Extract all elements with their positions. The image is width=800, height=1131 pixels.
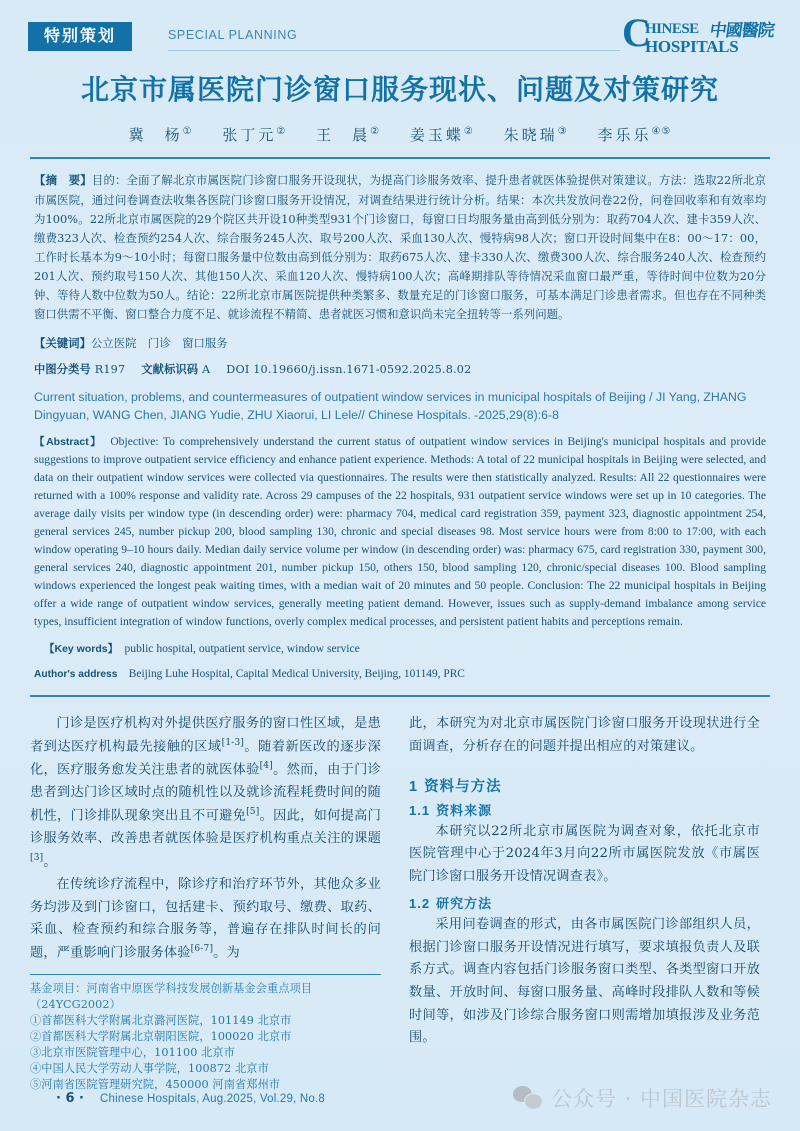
author-address-text: Beijing Luhe Hospital, Capital Medical University, Beijing, 101149, PRC <box>128 668 465 681</box>
section-title: 资料与方法 <box>424 778 502 795</box>
chinese-keywords <box>34 335 766 351</box>
page-number: · 6 · <box>56 1091 84 1106</box>
section-heading-1-2 <box>409 893 760 912</box>
citation-ref: [1-3] <box>221 738 245 749</box>
citation-ref: [6-7] <box>190 943 214 954</box>
english-abstract-text: Objective: To comprehensively understand the current status of outpatient window services in Beijing's municipal hospitals and provide suggestions to improve outpatient service efficiency and enhance patient experience. Methods: A total of 22 municipal hospitals in Beijing were selected, and data on their outpatient window services were collected via questionnaires. The results were then statistically analyzed. Results: All 22 questionnaires were returned with a 100% response and validity rate. Across 29 campuses of the 22 hospitals, 931 outpatient service windows were set up in 10 categories. The average daily visits per window type (in descending order) were: pharmacy 704, medical card registration 359, payment 323, diagnostic appointment 254, general services 245, number pickup 200, blood sampling 130, chronic and special diseases 98. Most service hours were from 8:00 to 17:00, with each window operating 9–10 hours daily. Median daily service volume per window (in descending order) was: pharmacy 675, card registration 330, payment 300, general services 240, diagnostic appointment 201, number pickup 150, others 150, blood sampling 120, chronic/special diseases 100. Blood sampling windows experienced the longest peak waiting times, with a median wait of 20 minutes and 50 people. Conclusion: The 22 municipal hospitals in Beijing offer a wide range of outpatient window services, generally meeting patient demand. However, issues such as supply-demand imbalance among service types, insufficient integration of window functions, overly complex medical processes, and persistent patient habits and perceptions remain. <box>34 434 766 629</box>
author-address <box>34 665 766 681</box>
author-name: 张丁元 <box>222 126 277 145</box>
cls-value: R197 <box>94 362 126 376</box>
doc-code-value: A <box>202 362 211 376</box>
citation-ref: [3] <box>30 852 44 863</box>
english-abstract <box>34 433 766 632</box>
page-footer <box>0 1077 800 1131</box>
author-affiliation-marker: ② <box>370 126 381 138</box>
author-address-label: Author's address <box>34 669 118 681</box>
author-entry <box>504 124 568 145</box>
section-title: 资料来源 <box>436 803 493 819</box>
masthead-divider <box>168 50 620 51</box>
wechat-watermark <box>513 1083 772 1113</box>
author-affiliation-marker: ② <box>463 126 474 138</box>
chinese-abstract-text: 目的：全面了解北京市属医院门诊窗口服务开设现状，为提高门诊服务效率、提升患者就医体验提供对策建议。方法：选取22所北京市属医院，通过问卷调查法收集各医院门诊窗口服务开设情况，对调查结果进行统计分析。结果：本次共发放问卷22份，问卷回收率和有效率均为100%。22所北京市属医院的29个院区共开设10种类型931个门诊窗口，每窗口日均服务量由高到低分别为：取药704人次、建卡359人次、缴费323人次、检查预约254人次、综合服务245人次、取号200人次、采血130人次、慢特病98人次；窗口开设时间集中在8：00～17：00，工作时长基本为9～10小时；每窗口服务量中位数由高到低分别为：取药675人次、建卡330人次、缴费300人次、综合服务240人次、检查预约201人次、预约取号150人次、其他150人次、采血120人次、慢特病100人次；高峰期排队等待情况采血窗口最严重，等待时间中位数为20分钟、等待人数中位数为50人。结论：22所北京市属医院提供种类繁多、数量充足的门诊窗口服务，可基本满足门诊患者需求。但也存在不同种类窗口供需不平衡、窗口整合力度不足、就诊流程不精简、患者就医习惯和意识尚未完全扭转等一系列问题。 <box>34 173 766 322</box>
author-name: 朱晓瑞 <box>503 126 558 145</box>
section-number: 1 <box>409 778 419 795</box>
affiliation-item: ③北京市医院管理中心，101100 北京市 <box>30 1045 235 1059</box>
paragraph-intro-1 <box>30 713 381 873</box>
body-columns <box>30 713 770 1092</box>
author-entry <box>129 124 193 145</box>
english-title-citation: Current situation, problems, and countermeasures of outpatient window services in municipal hospitals of Beijing / JI Yang, ZHANG Dingyuan, WANG Chen, JIANG Yudie, ZHU Xiaorui, LI Lele// Chinese Hospitals. -2025,29(8):6-8 <box>34 389 747 423</box>
english-keywords <box>44 640 766 656</box>
chinese-abstract-label: 【摘 要】 <box>34 173 92 188</box>
chinese-keywords-label: 【关键词】 <box>34 335 91 350</box>
paragraph-text: 。为 <box>213 945 240 961</box>
rubric-badge-cn: 特别策划 <box>28 22 132 51</box>
doc-code-label: 文献标识码 <box>141 361 199 376</box>
english-abstract-label: 【Abstract】 <box>34 435 98 448</box>
doi-value: 10.19660/j.issn.1671-0592.2025.8.02 <box>253 362 472 376</box>
section-heading-1 <box>409 775 760 796</box>
right-column <box>409 713 760 1092</box>
english-keywords-text: public hospital, outpatient service, window service <box>124 642 360 656</box>
author-entry <box>222 124 286 145</box>
paragraph-text: 。因此，如何提高门诊服务效率、改善患者就医体验是医疗机构重点关注的课题 <box>30 808 381 847</box>
chinese-hospitals-logo <box>622 10 776 57</box>
affiliation-item: ④中国人民大学劳动人事学院，100872 北京市 <box>30 1061 269 1075</box>
journal-citation-footer: Chinese Hospitals, Aug.2025, Vol.29, No.8 <box>100 1093 325 1105</box>
section-number: 1.2 <box>409 895 431 911</box>
affiliation-item: ①首都医科大学附属北京潞河医院，101149 北京市 <box>30 1013 292 1027</box>
doi-label: DOI <box>226 362 250 376</box>
masthead <box>0 0 800 62</box>
author-name: 冀 杨 <box>128 126 183 145</box>
paragraph-intro-continued: 此，本研究为对北京市属医院门诊窗口服务开设现状进行全面调查，分析存在的问题并提出相应的对策建议。 <box>409 716 760 755</box>
logo-word-chinese-cn: 中國醫院 <box>708 21 776 41</box>
citation-ref: [4] <box>259 761 273 772</box>
article-title: 北京市属医院门诊窗口服务现状、问题及对策研究 <box>80 73 719 106</box>
left-column <box>30 713 381 1092</box>
logo-word-hospitals: HOSPITALS <box>645 37 739 56</box>
paragraph-text: 。然而，由于门诊患者到达门诊区域时点的随机性以及就诊流程耗费时间的随机性，门诊排队现象突出且不可避免 <box>30 762 381 824</box>
author-name: 李乐乐 <box>597 126 652 145</box>
author-affiliation-marker: ④⑤ <box>651 126 672 138</box>
english-keywords-label: 【Key words】 <box>44 643 113 656</box>
author-entry <box>316 124 380 145</box>
footnote-block <box>30 974 381 1092</box>
rubric-label-en: SPECIAL PLANNING <box>168 28 298 42</box>
section-number: 1.1 <box>409 802 431 818</box>
paragraph-text: 门诊是医疗机构对外提供医疗服务的窗口性区域，是患者到达医疗机构最先接触的区域 <box>30 716 381 755</box>
paragraph-data-source: 本研究以22所北京市属医院为调查对象，依托北京市医院管理中心于2024年3月向22所市属医院发放《市属医院门诊窗口服务开设情况调查表》。 <box>409 823 760 885</box>
paragraph-methods: 采用问卷调查的形式，由各市属医院门诊部组织人员，根据门诊窗口服务开设情况进行填写，要求填报负责人及联系方式。调查内容包括门诊服务窗口类型、各类型窗口开放数量、开放时间、每窗口服务量、高峰时段排队人数和等候时间等，如涉及门诊综合服务窗口则需增加填报涉及业务范围。 <box>409 916 760 1046</box>
cls-label: 中图分类号 <box>34 361 91 376</box>
fund-project-note: 基金项目：河南省中原医学科技发展创新基金会重点项目（24YCG2002） <box>30 982 313 1011</box>
author-entry <box>597 124 671 145</box>
author-affiliation-marker: ① <box>182 126 193 138</box>
author-name: 王 晨 <box>316 126 371 145</box>
wechat-label: 公众号 · 中国医院杂志 <box>550 1087 772 1111</box>
logo-word-chinese: HINESE <box>645 21 699 37</box>
author-name: 姜玉蝶 <box>409 126 464 145</box>
logo-letter-c: C <box>622 10 651 55</box>
author-entry <box>410 124 474 145</box>
section-heading-1-1 <box>409 800 760 819</box>
chinese-keywords-text: 公立医院 门诊 窗口服务 <box>90 335 228 350</box>
chinese-abstract <box>34 171 766 324</box>
paragraph-intro-2 <box>30 874 381 965</box>
affiliation-item: ⑤河南省医院管理研究院，450000 河南省郑州市 <box>30 1077 281 1091</box>
classification-line <box>34 361 766 377</box>
abstract-block <box>30 157 770 697</box>
section-title: 研究方法 <box>436 896 493 912</box>
author-list <box>0 124 800 145</box>
author-affiliation-marker: ③ <box>557 126 568 138</box>
wechat-icon <box>513 1085 543 1111</box>
paragraph-text: 。随着新医改的逐步深化，医疗服务愈发关注患者的就医体验 <box>30 739 381 778</box>
affiliation-item: ②首都医科大学附属北京朝阳医院，100020 北京市 <box>30 1029 292 1043</box>
citation-ref: [5] <box>246 806 260 817</box>
paragraph-text: 。 <box>43 854 57 870</box>
author-affiliation-marker: ② <box>276 126 287 138</box>
paragraph-text: 在传统诊疗流程中，除诊疗和治疗环节外，其他众多业务均涉及到门诊窗口，包括建卡、预约取号、缴费、取药、采血、检查预约和综合服务等，普遍存在排队时间长的问题，严重影响门诊服务体验 <box>30 876 381 961</box>
